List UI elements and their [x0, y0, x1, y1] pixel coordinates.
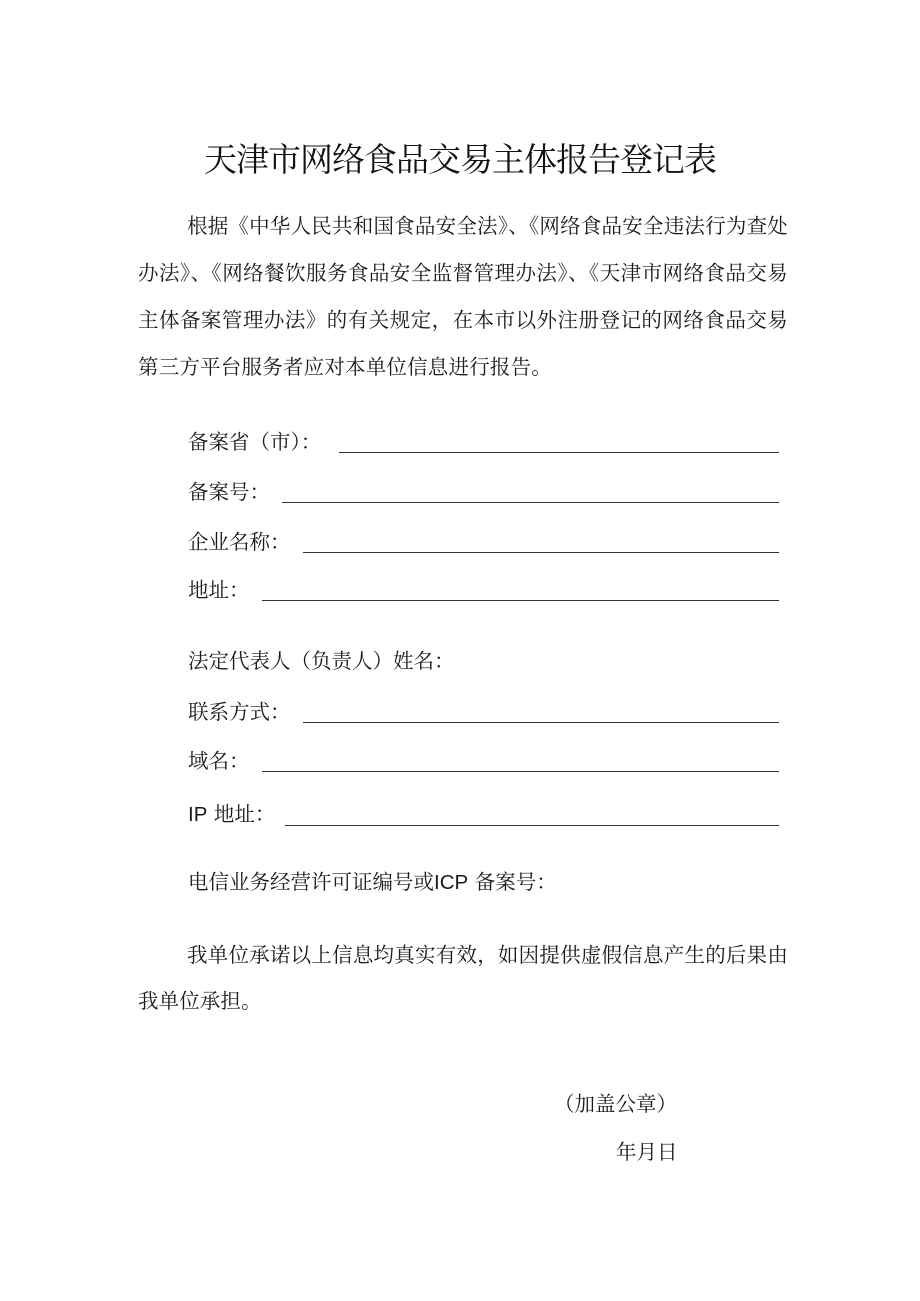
company-name-label: 企业名称：	[188, 530, 291, 554]
domain-field	[188, 747, 779, 775]
province-blank-line[interactable]	[339, 451, 779, 453]
ip-label-text: 地址：	[207, 802, 276, 826]
province-label: 备案省（市）：	[188, 430, 322, 454]
record-number-label: 备案号：	[188, 480, 270, 504]
province-field	[188, 428, 779, 456]
ip-address-blank-line[interactable]	[285, 824, 779, 826]
contact-label: 联系方式：	[188, 700, 291, 724]
address-field	[188, 576, 779, 604]
address-label: 地址：	[188, 578, 250, 602]
record-number-blank-line[interactable]	[282, 501, 779, 503]
license-prefix: 电信业务经营许可证编号或	[188, 870, 434, 894]
license-suffix: 备案号：	[468, 870, 557, 894]
domain-label: 域名：	[188, 749, 250, 773]
date-line: 年月日	[616, 1140, 678, 1164]
company-name-field	[188, 528, 779, 556]
legal-representative-label: 法定代表人（负责人）姓名：	[188, 649, 455, 673]
intro-paragraph: 根据《中华人民共和国食品安全法》、《网络食品安全违法行为查处办法》、《网络餐饮服务食品安全监督管理办法》、《天津市网络食品交易主体备案管理办法》的有关规定，在本市以外注册登记的网络食品交易第三方平台服务者应对本单位信息进行报告。	[138, 214, 788, 379]
ip-prefix: IP	[188, 803, 208, 826]
record-number-field	[188, 478, 779, 506]
license-number-label	[188, 868, 557, 897]
official-seal-note: （加盖公章）	[554, 1092, 677, 1116]
address-blank-line[interactable]	[262, 599, 780, 601]
document-title: 天津市网络食品交易主体报告登记表	[204, 140, 716, 179]
contact-blank-line[interactable]	[303, 721, 780, 723]
commitment-paragraph: 我单位承诺以上信息均真实有效，如因提供虚假信息产生的后果由我单位承担。	[138, 943, 788, 1013]
company-name-blank-line[interactable]	[303, 551, 780, 553]
domain-blank-line[interactable]	[262, 770, 780, 772]
license-icp: ICP	[434, 871, 469, 894]
contact-field	[188, 698, 779, 726]
ip-address-label	[188, 800, 275, 829]
ip-address-field	[188, 800, 779, 829]
